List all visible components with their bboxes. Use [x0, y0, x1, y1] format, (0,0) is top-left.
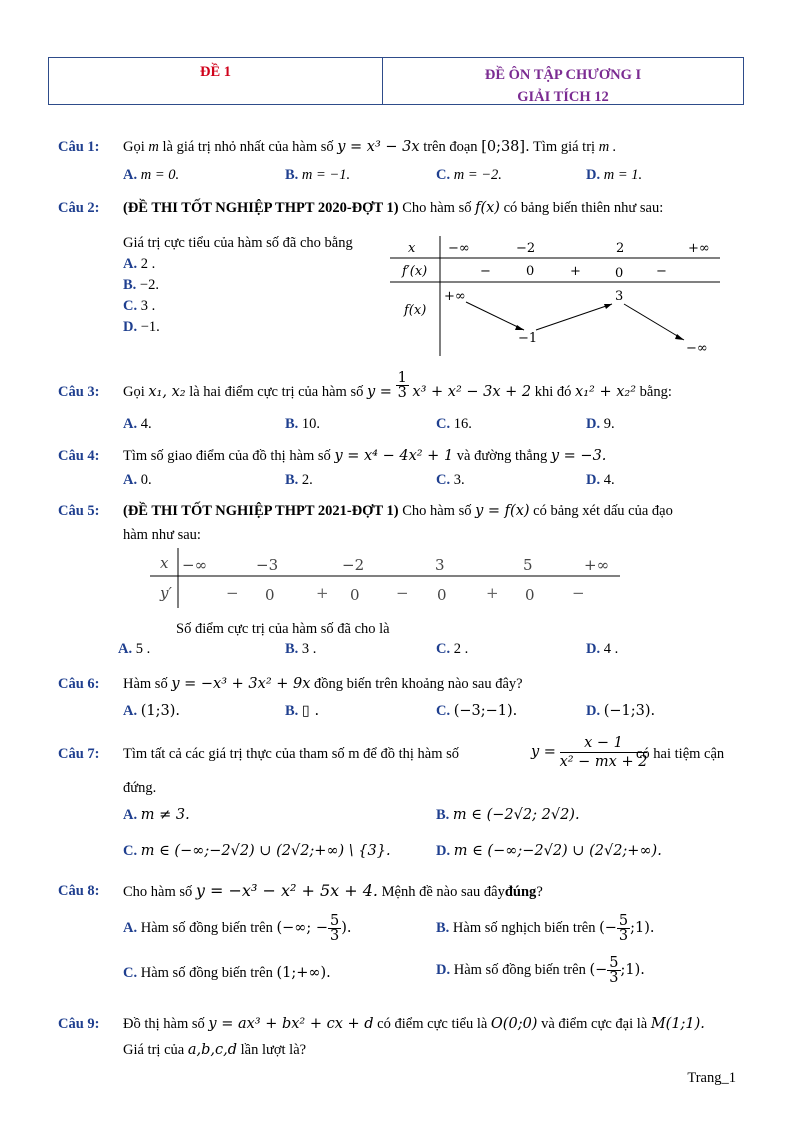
q2-sign-4: −	[656, 264, 667, 279]
q2-sign-3: 0	[615, 266, 624, 281]
q2-f-0: +∞	[444, 289, 466, 304]
q5-label: Câu 5:	[58, 503, 100, 519]
q5-x-1: −3	[256, 556, 279, 574]
q5-stem: (ĐỀ THI TỐT NGHIỆP THPT 2021-ĐỢT 1) Cho hàm số y = f(x) có bảng xét dấu của đạo	[123, 503, 673, 519]
q5-x-0: −∞	[182, 556, 208, 574]
q7-option-a: A. m ≠ 3.	[123, 807, 190, 823]
exam-number: ĐỀ 1	[199, 64, 232, 80]
q2-arrow-down-1	[466, 302, 524, 330]
q8-option-d: D. Hàm số đồng biến trên (− $\frac{5}{3}$ ;1).	[436, 955, 645, 986]
q9-stem: Đồ thị hàm số y = ax³ + bx² + cx + d có điểm cực tiểu là O(0;0) và điểm cực đại là M(1;1).	[123, 1016, 705, 1032]
q5-sign-3: 0	[350, 586, 360, 604]
q5-option-c: C. 2 .	[436, 641, 469, 657]
q8-label: Câu 8:	[58, 883, 100, 899]
q8-option-c: C. Hàm số đồng biến trên (1;+∞).	[123, 965, 331, 981]
q5-sign-4: −	[396, 584, 409, 602]
q5-sign-table	[150, 548, 630, 614]
q5-sign-6: +	[486, 584, 499, 602]
q2-variation-table	[390, 236, 740, 356]
q9-label: Câu 9:	[58, 1016, 100, 1032]
q6-label: Câu 6:	[58, 676, 100, 692]
q5-row-x: x	[160, 554, 169, 572]
q2-question: Giá trị cực tiểu của hàm số đã cho bằng	[123, 235, 353, 251]
q7-option-d: D. m ∈ (−∞;−2√2) ∪ (2√2;+∞).	[436, 843, 662, 859]
q2-arrow-up	[536, 304, 612, 330]
q3-fraction: $\frac{1}{3}$	[397, 370, 407, 402]
q7-option-c: C. m ∈ (−∞;−2√2) ∪ (2√2;+∞) \ {3}.	[123, 843, 391, 859]
q5-sign-5: 0	[437, 586, 447, 604]
q3-option-d: D. 9.	[586, 416, 615, 432]
q4-label: Câu 4:	[58, 448, 100, 464]
q5-x-2: −2	[342, 556, 365, 574]
q1-option-a: A. m = 0.	[123, 167, 180, 183]
q7-expr: y = $\frac{x - 1}{\text{x² − mx + 2}}$	[531, 735, 648, 770]
q5-option-a: A. 5 .	[118, 641, 151, 657]
q2-source: (ĐỀ THI TỐT NGHIỆP THPT 2020-ĐỢT 1)	[123, 200, 399, 216]
q6-option-a: A. (1;3).	[123, 703, 180, 719]
exam-title-line2: GIẢI TÍCH 12	[517, 89, 609, 105]
q4-stem: Tìm số giao điểm của đồ thị hàm số y = x⁴ − 4x² + 1 và đường thẳng y = −3.	[123, 448, 607, 464]
q5-x-3: 3	[435, 556, 445, 574]
q6-option-d: D. (−1;3).	[586, 703, 656, 719]
q5-source: (ĐỀ THI TỐT NGHIỆP THPT 2021-ĐỢT 1)	[123, 503, 399, 519]
q2-arrow-down-2	[624, 304, 684, 340]
q3-option-a: A. 4.	[123, 416, 152, 432]
q7-option-b: B. m ∈ (−2√2; 2√2).	[436, 807, 580, 823]
q4-option-b: B. 2.	[285, 472, 313, 488]
q8-option-b: B. Hàm số nghịch biến trên (− $\frac{5}{3}$ ;1).	[436, 913, 655, 944]
q5-sign-2: +	[316, 584, 329, 602]
q2-sign-1: 0	[526, 264, 535, 279]
q2-sign-2: +	[570, 264, 581, 279]
q2-f-1: −1	[518, 331, 538, 346]
exam-title	[383, 64, 743, 108]
q5-sign-1: 0	[265, 586, 275, 604]
q1-expr: y = x³ − 3x	[337, 139, 420, 155]
q6-option-b: B. ▯ .	[285, 703, 320, 719]
q6-stem: Hàm số y = −x³ + 3x² + 9x đồng biến trên khoảng nào sau đây?	[123, 676, 523, 692]
q2-option-a: A. 2 .	[123, 256, 156, 272]
q8-option-a: A. Hàm số đồng biến trên (−∞; − $\frac{5}{3}$ ).	[123, 913, 352, 944]
q2-x-1: −2	[516, 241, 536, 256]
q4-option-a: A. 0.	[123, 472, 152, 488]
q7-stem-b: có hai tiệm cận	[636, 746, 725, 762]
q2-x-0: −∞	[448, 241, 470, 256]
q1-option-b: B. m = −1.	[285, 167, 351, 183]
q3-label: Câu 3:	[58, 384, 100, 400]
q7-stem: Tìm tất cả các giá trị thực của tham số m để đồ thị hàm số	[123, 746, 460, 762]
q1-option-c: C. m = −2.	[436, 167, 502, 183]
q2-stem: (ĐỀ THI TỐT NGHIỆP THPT 2020-ĐỢT 1) Cho hàm số f(x) có bảng biến thiên như sau:	[123, 200, 664, 216]
q3-stem: Gọi x₁, x₂ là hai điểm cực trị của hàm số y = $\frac{1}{3}$ x³ + x² − 3x + 2 khi đó x₁² + x₂² bằng:	[123, 370, 672, 402]
q2-sign-0: −	[480, 264, 491, 279]
q2-row-x: x	[408, 241, 416, 256]
q7-label: Câu 7:	[58, 746, 100, 762]
q2-f-3: −∞	[686, 341, 708, 356]
header-box	[48, 57, 744, 105]
q5-stem-cont: hàm như sau:	[123, 527, 201, 543]
q5-option-b: B. 3 .	[285, 641, 317, 657]
q1-option-d: D. m = 1.	[586, 167, 643, 183]
q1-interval: [0;38].	[481, 139, 530, 155]
q5-sign-7: 0	[525, 586, 535, 604]
q4-option-c: C. 3.	[436, 472, 465, 488]
q5-option-d: D. 4 .	[586, 641, 619, 657]
q2-option-d: D. −1.	[123, 319, 160, 335]
q7-stem-c: đứng.	[123, 780, 157, 796]
q3-option-b: B. 10.	[285, 416, 321, 432]
q2-f-2: 3	[615, 289, 624, 304]
q1-label: Câu 1:	[58, 139, 100, 155]
q5-sign-8: −	[572, 584, 585, 602]
page-number: Trang_1	[687, 1070, 736, 1086]
q5-x-5: +∞	[584, 556, 610, 574]
q5-sign-0: −	[226, 584, 239, 602]
exam-title-line1: ĐỀ ÔN TẬP CHƯƠNG I	[484, 67, 642, 83]
q2-label: Câu 2:	[58, 200, 100, 216]
q5-question: Số điểm cực trị của hàm số đã cho là	[176, 621, 390, 637]
q6-option-c: C. (−3;−1).	[436, 703, 518, 719]
q8-stem: Cho hàm số y = −x³ − x² + 5x + 4. Mệnh đề nào sau đâyđúng?	[123, 881, 543, 900]
q2-option-c: C. 3 .	[123, 298, 156, 314]
q9-stem-cont: Giá trị của a,b,c,d lần lượt là?	[123, 1042, 307, 1058]
q2-x-2: 2	[616, 241, 625, 256]
q2-x-3: +∞	[688, 241, 710, 256]
q3-option-c: C. 16.	[436, 416, 472, 432]
q4-option-d: D. 4.	[586, 472, 615, 488]
q2-option-b: B. −2.	[123, 277, 159, 293]
q1-stem: Gọi m là giá trị nhỏ nhất của hàm số y = x³ − 3x trên đoạn [0;38]. Tìm giá trị m .	[123, 139, 617, 155]
q2-row-fprime: f′(x)	[402, 264, 428, 279]
q7-fraction: $\frac{x - 1}{\text{x² − mx + 2}}$	[559, 735, 648, 770]
q5-row-yprime: y′	[160, 584, 172, 602]
q2-row-f: f(x)	[404, 303, 427, 318]
q5-x-4: 5	[523, 556, 533, 574]
